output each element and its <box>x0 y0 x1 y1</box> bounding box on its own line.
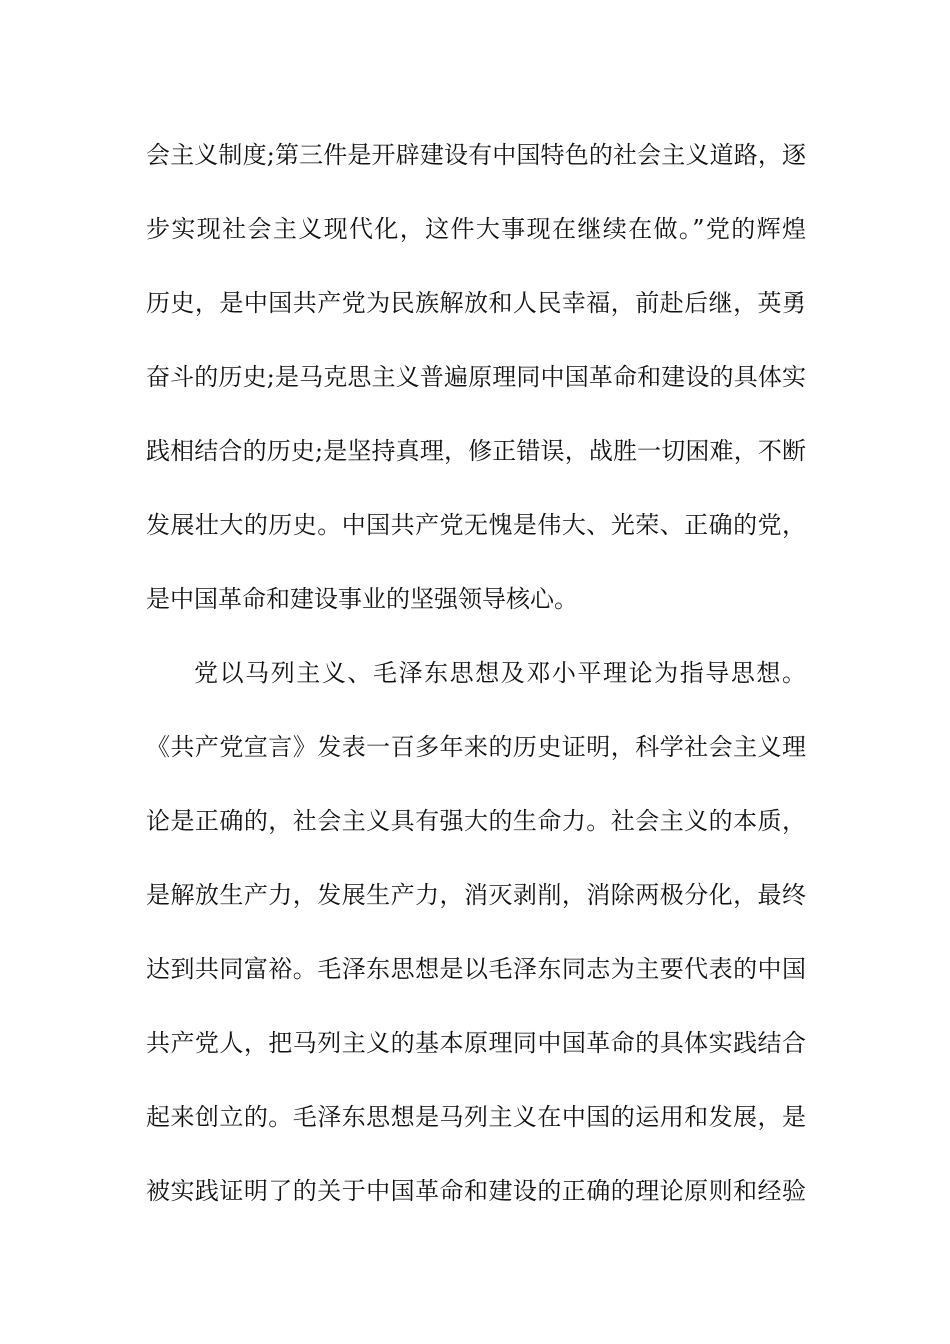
text-line: 论是正确的，社会主义具有强大的生命力。社会主义的本质， <box>146 807 806 835</box>
text-line-last: 是中国革命和建设事业的坚强领导核心。 <box>146 585 578 613</box>
text-line: 奋斗的历史;是马克思主义普遍原理同中国革命和建设的具体实 <box>146 363 806 391</box>
text-line-first-indented: 党以马列主义、毛泽东思想及邓小平理论为指导思想。 <box>194 659 806 687</box>
text-line: 起来创立的。毛泽东思想是马列主义在中国的运用和发展，是 <box>146 1103 806 1131</box>
paragraph-2 <box>146 648 806 1240</box>
text-line: 会主义制度;第三件是开辟建设有中国特色的社会主义道路，逐 <box>146 141 806 169</box>
document-body <box>146 130 806 1240</box>
text-line: 步实现社会主义现代化，这件大事现在继续在做。”党的辉煌 <box>146 215 806 243</box>
text-line: 《共产党宣言》发表一百多年来的历史证明，科学社会主义理 <box>146 733 806 761</box>
paragraph-1 <box>146 130 806 648</box>
text-line: 历史，是中国共产党为民族解放和人民幸福，前赴后继，英勇 <box>146 289 806 317</box>
text-line: 达到共同富裕。毛泽东思想是以毛泽东同志为主要代表的中国 <box>146 955 806 983</box>
text-line: 发展壮大的历史。中国共产党无愧是伟大、光荣、正确的党， <box>146 511 806 539</box>
text-line: 是解放生产力，发展生产力，消灭剥削，消除两极分化，最终 <box>146 881 806 909</box>
text-line: 共产党人，把马列主义的基本原理同中国革命的具体实践结合 <box>146 1029 806 1057</box>
text-line: 被实践证明了的关于中国革命和建设的正确的理论原则和经验 <box>146 1177 806 1205</box>
text-line: 践相结合的历史;是坚持真理，修正错误，战胜一切困难，不断 <box>146 437 806 465</box>
